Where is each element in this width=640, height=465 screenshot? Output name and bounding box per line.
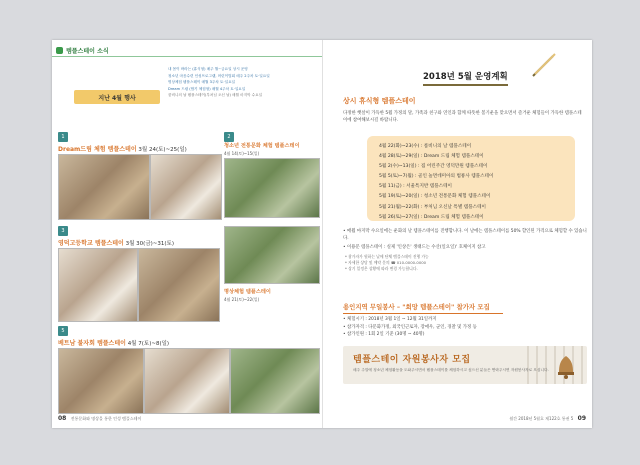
small-notes xyxy=(345,254,589,272)
recruit-list xyxy=(343,316,587,339)
photo-number: 3 xyxy=(58,226,68,236)
photo-image xyxy=(138,248,220,322)
section-dot-icon xyxy=(56,47,63,54)
schedule-item: 5월 2(수)~13(일) : 집 어린주간 영덕만원 템플스테이 xyxy=(379,164,488,170)
photo-title: 명상체험 템플스테이 xyxy=(224,289,271,295)
schedule-item: 5월 21(월)~22(화) : 부처님 오신날 특별 템플스테이 xyxy=(379,204,486,210)
recruit-heading xyxy=(343,302,503,314)
magazine-spread xyxy=(52,40,592,428)
photo-caption xyxy=(58,144,187,153)
note-line: 청소년 마음수련 인성프로그램, 어린이법회 매주 2주차 토·일요일 xyxy=(168,73,270,78)
bullet-text: • 이용문 템플스테이 : 실제 '인상은' 생태드는 수산(일요일)' 호체이지 참고 xyxy=(343,245,486,250)
photo-number: 1 xyxy=(58,132,68,142)
section-tag xyxy=(56,46,109,55)
bell-icon xyxy=(555,354,577,380)
photo-caption xyxy=(58,338,169,347)
page-number: 08 xyxy=(58,415,67,422)
intro-text: 다정한 햇살이 가득한 5월 가정의 달, 가족과 친구와 연인과 함께 따뜻한 봄기운을 맞으면서 즐거운 체험들이 가득한 템플스테이에 참여해보시길 바랍니다. xyxy=(343,111,582,123)
notes-list xyxy=(168,66,318,99)
schedule-item: 5월 5(토)~7(월) : 골인 놀면데미아의 법룡사 템플스테이 xyxy=(379,174,494,180)
photo-number: 2 xyxy=(224,132,234,142)
photo-image xyxy=(224,226,320,284)
note-line: Dream 드림 (합기 체험형) 매월 4주차 토·일요일 xyxy=(168,86,246,91)
volunteer-banner xyxy=(343,346,587,384)
photo-image xyxy=(58,348,144,414)
photo-image xyxy=(230,348,320,414)
recruit-heading-rule xyxy=(343,313,503,314)
banner-title: 템플스테이 자원봉사자 모집 xyxy=(353,355,471,365)
bullet-text: • 매월 마지막 수요일에는 운화의 날 템플스테이를 진행합니다. 이 날에는 템플스테이를 50% 할인된 가격으로 체험할 수 있습니다. xyxy=(343,229,587,241)
photo-caption xyxy=(224,142,300,157)
event-label: 지난 4월 행사 xyxy=(74,90,160,104)
schedule-item: 5월 19(토)~20(일) : 청소년 전통문화 체험 템플스테이 xyxy=(379,194,491,200)
top-rule xyxy=(52,56,322,57)
photo-caption xyxy=(58,238,174,247)
photo-image xyxy=(144,348,230,414)
photo-title: Dream드림 체험 템플스테이 xyxy=(58,146,137,153)
small-note: * 상기 일정은 상황에 따라 변경 가능합니다. xyxy=(345,266,418,271)
recruit-item: • 참가자격 : 다문화가정, 외국인근로자, 장애우, 군인, 경찰 및 가정 등 xyxy=(343,324,477,330)
section-tag-label: 템플스테이 소식 xyxy=(66,48,109,55)
schedule-item: 4월 22(화)~23(수) : 룸비니의 날 템플스테이 xyxy=(379,144,472,149)
photo-caption xyxy=(224,288,271,303)
schedule-item: 4월 28(토)~29(일) : Dream 드림 체험 템플스테이 xyxy=(379,154,484,160)
photo-image xyxy=(58,154,150,220)
pencil-icon xyxy=(529,50,559,80)
photo-date: 4월 14(토)~15(일) xyxy=(224,151,260,156)
footer-left xyxy=(58,415,141,422)
recruit-item: • 체험시기 : 2018년 3월 1일 ~ 12월 31일까지 xyxy=(343,317,437,322)
page-title: 2018년 5월 운영계획 xyxy=(423,70,508,86)
footer-text: 월간 2018년 5월호 제122호 통권 5 xyxy=(509,416,574,421)
footer-right xyxy=(509,415,586,422)
small-note: * 참가자가 원하는 날에 단체 템플스테이 진행 가능 xyxy=(345,254,429,259)
photo-date: 3월 30(금)~31(토) xyxy=(125,241,174,247)
left-page xyxy=(52,40,322,428)
recruit-heading-text: 용인지역 무일봉사 – "희망 템플스테이" 참가자 모집 xyxy=(343,303,490,311)
right-page xyxy=(323,40,592,428)
photo-image xyxy=(224,158,320,218)
schedule-item: 5월 11(금) : 서울특지반 템플스테이 xyxy=(379,184,452,190)
schedule-box xyxy=(367,136,575,221)
photo-number: 5 xyxy=(58,326,68,336)
photo-image xyxy=(58,248,138,322)
photo-title: 영덕고등학교 템플스테이 xyxy=(58,240,124,247)
photo-image xyxy=(150,154,222,220)
banner-text: 매주 주말에 청소년 체험활동을 도와주시면서 템플스테이를 체험하시고 싶으신 분들은 연락주시면 자원봉사자로 모십니다. xyxy=(353,368,549,372)
page-number: 09 xyxy=(577,415,586,422)
photo-date: 3월 24(토)~25(일) xyxy=(138,147,187,153)
photo-date: 4월 7(토)~8(일) xyxy=(127,341,170,347)
section-heading: 상시 휴식형 템플스테이 xyxy=(343,97,416,105)
note-line: 명상체험 템플스테이 매월 3주차 토·일요일 xyxy=(168,80,236,85)
photo-title: 청소년 전통문화 체험 템플스테이 xyxy=(224,143,300,149)
schedule-item: 5월 26(토)~27(일) : Dream 드림 체험 템플스테이 xyxy=(379,214,484,220)
photo-title: 베트남 불자회 템플스테이 xyxy=(58,340,126,347)
photo-date: 4월 21(토)~22(일) xyxy=(224,297,260,302)
footer-text: 전통문화와 명상을 통한 인성 템플스테이 xyxy=(70,416,142,421)
note-line: 내 몸이 바라는 (휴식형) 매주 월~금요일 상시 운영 xyxy=(168,67,248,71)
recruit-item: • 참가인원 : 1회 2일 기준 (30명 ~ 40명) xyxy=(343,332,425,337)
small-note: * 자세한 상담 및 예약 문의 ☎ 010-0000-0000 xyxy=(345,260,427,265)
note-line: 룸비니의 날 템플스테이(부처님 오신 날) 매월 마지막 수요일 xyxy=(168,93,263,98)
